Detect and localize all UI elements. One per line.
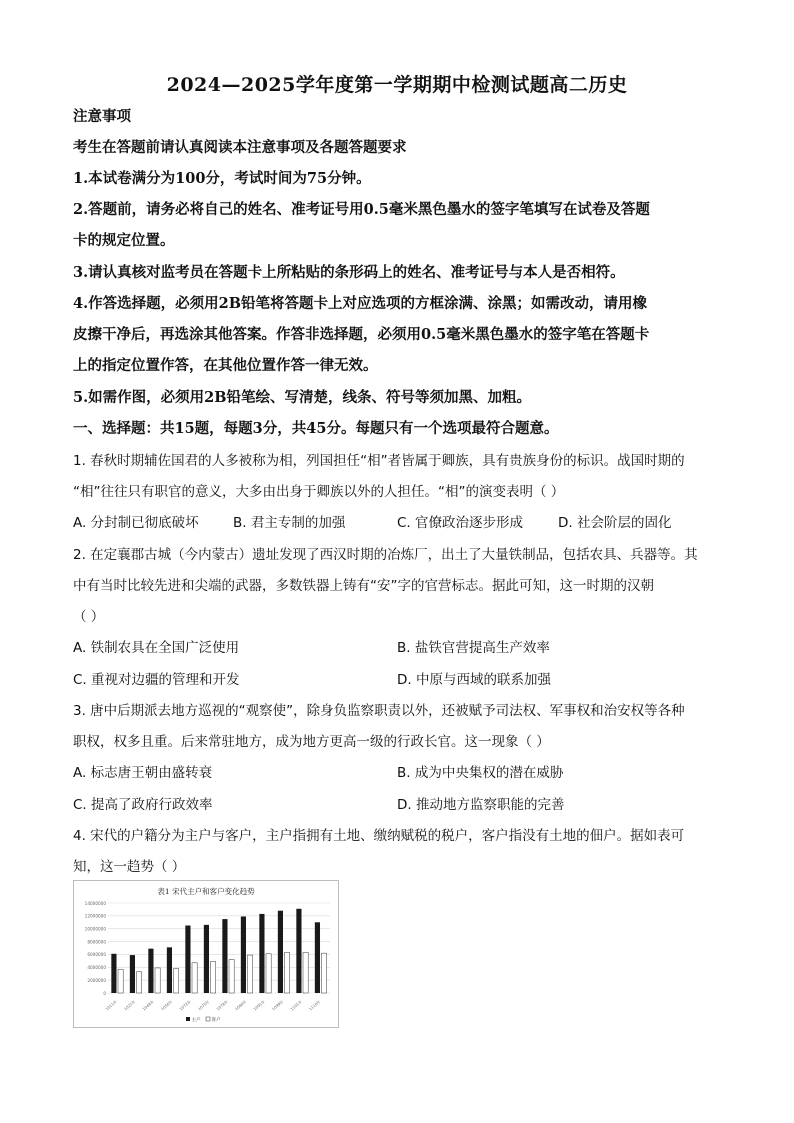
x-tick-label: 1110年 [307, 998, 322, 1012]
question-4-text: 知，这一趋势（ ） [73, 859, 186, 875]
bar-kehu [229, 960, 234, 993]
bar-kehu [192, 963, 197, 993]
bar-zhuhu [185, 926, 190, 994]
notice-item: 4.作答选择题，必须用2B铅笔将答题卡上对应选项的方框涂满、涂黑；如需改动，请用橡 [73, 295, 647, 312]
question-2-text: （ ） [73, 609, 105, 625]
legend-swatch [186, 1017, 190, 1021]
question-2-option-a[interactable]: A. 铁制农具在全国广泛使用 [73, 640, 240, 656]
chart-title: 表1 宋代主户和客户变化趋势 [157, 887, 255, 896]
question-1-option-d[interactable]: D. 社会阶层的固化 [558, 515, 672, 531]
x-tick-label: 1091年 [252, 998, 266, 1012]
x-tick-label: 1056年 [159, 998, 174, 1012]
question-3-option-c[interactable]: C. 提高了政府行政效率 [73, 797, 213, 813]
bar-chart [74, 881, 338, 1027]
y-tick-label: 12000000 [84, 913, 106, 919]
bar-zhuhu [315, 922, 320, 993]
bar-zhuhu [130, 955, 135, 993]
y-tick-label: 10000000 [84, 926, 106, 932]
bar-kehu [285, 953, 290, 994]
question-3-option-a[interactable]: A. 标志唐王朝由盛转衰 [73, 765, 213, 781]
notice-item: 卡的规定位置。 [73, 232, 175, 249]
notice-intro: 考生在答题前请认真阅读本注意事项及各题答题要求 [73, 139, 407, 156]
bar-zhuhu [241, 917, 246, 994]
question-2-text: 中有当时比较先进和尖端的武器，多数铁器上铸有“安”字的官营标志。据此可知，这一时期的汉朝 [73, 578, 654, 594]
notice-item: 2.答题前，请务必将自己的姓名、准考证号用0.5毫米黑色墨水的签字笔填写在试卷及答题 [73, 201, 650, 218]
bar-kehu [155, 968, 160, 993]
bar-kehu [303, 953, 308, 994]
x-tick-label: 1078年 [215, 998, 229, 1012]
x-tick-label: 1099年 [270, 998, 285, 1012]
legend-swatch [206, 1017, 210, 1021]
bar-zhuhu [278, 911, 283, 993]
question-3-option-b[interactable]: B. 成为中央集权的潜在威胁 [397, 765, 564, 781]
notice-item: 1.本试卷满分为100分，考试时间为75分钟。 [73, 170, 371, 187]
notice-item: 3.请认真核对监考员在答题卡上所粘贴的条形码上的姓名、准考证号与本人是否相符。 [73, 264, 625, 281]
notice-item: 5.如需作图，必须用2B铅笔绘、写清楚，线条、符号等须加黑、加粗。 [73, 389, 531, 406]
bar-kehu [248, 955, 253, 993]
bar-kehu [266, 954, 271, 993]
bar-zhuhu [296, 909, 301, 993]
y-tick-label: 0 [103, 990, 106, 996]
notice-heading: 注意事项 [73, 108, 131, 125]
question-3-text: 职权，权多且重。后来常驻地方，成为地方更高一级的行政长官。这一现象（ ） [73, 734, 550, 750]
y-tick-label: 8000000 [87, 939, 106, 945]
bar-zhuhu [111, 954, 116, 993]
x-tick-label: 1011年 [104, 998, 118, 1012]
legend-label: 主户 [191, 1018, 201, 1023]
question-2-option-d[interactable]: D. 中原与西域的联系加强 [397, 672, 551, 688]
question-2-option-c[interactable]: C. 重视对边疆的管理和开发 [73, 672, 240, 688]
section-heading: 一、选择题：共15题，每题3分，共45分。每题只有一个选项最符合题意。 [73, 420, 559, 437]
bar-kehu [174, 969, 179, 993]
bar-zhuhu [222, 919, 227, 993]
bar-zhuhu [167, 947, 172, 993]
page-title: 2024—2025学年度第一学期期中检测试题高二历史 [166, 74, 628, 96]
x-tick-label: 1021年 [122, 998, 137, 1012]
bar-kehu [211, 962, 216, 994]
y-tick-label: 4000000 [87, 965, 106, 971]
y-tick-label: 14000000 [84, 900, 106, 906]
question-4-text: 4. 宋代的户籍分为主户与客户，主户指拥有土地、缴纳赋税的税户，客户指没有土地的佃户。据如表可 [73, 828, 685, 844]
notice-item: 上的指定位置作答，在其他位置作答一律无效。 [73, 357, 378, 374]
x-tick-label: 1048年 [141, 998, 155, 1012]
question-2-text: 2. 在定襄郡古城（今内蒙古）遗址发现了西汉时期的冶炼厂，出土了大量铁制品，包括农具、兵器等。其 [73, 547, 698, 563]
legend-label: 客户 [211, 1018, 221, 1023]
y-tick-label: 2000000 [87, 977, 106, 983]
bar-zhuhu [204, 925, 209, 993]
bar-kehu [118, 969, 123, 993]
question-1-text: 1. 春秋时期辅佐国君的人多被称为相，列国担任“相”者皆属于卿族，具有贵族身份的标识。战国时期的 [73, 453, 685, 469]
question-1-text: “相”往往只有职官的意义，大多由出身于卿族以外的人担任。“相”的演变表明（ ） [73, 484, 565, 500]
question-2-option-b[interactable]: B. 盐铁官营提高生产效率 [397, 640, 550, 656]
x-tick-label: 1075年 [196, 998, 211, 1012]
question-1-option-b[interactable]: B. 君主专制的加强 [233, 515, 346, 531]
bar-zhuhu [259, 914, 264, 993]
question-3-option-d[interactable]: D. 推动地方监察职能的完善 [397, 797, 565, 813]
bar-kehu [322, 953, 327, 993]
chart-figure [73, 880, 339, 1028]
notice-item: 皮擦干净后，再选涂其他答案。作答非选择题，必须用0.5毫米黑色墨水的签字笔在答题卡 [73, 326, 650, 343]
x-tick-label: 1072年 [178, 998, 192, 1012]
question-3-text: 3. 唐中后期派去地方巡视的“观察使”，除身负监察职责以外，还被赋予司法权、军事权和治安权等各种 [73, 703, 685, 719]
bar-kehu [137, 972, 142, 993]
bar-zhuhu [148, 949, 153, 993]
x-tick-label: 1101年 [289, 998, 303, 1012]
y-tick-label: 6000000 [87, 952, 106, 958]
question-1-option-a[interactable]: A. 分封制已彻底破坏 [73, 515, 199, 531]
question-1-option-c[interactable]: C. 官僚政治逐步形成 [397, 515, 524, 531]
x-tick-label: 1080年 [233, 998, 248, 1012]
